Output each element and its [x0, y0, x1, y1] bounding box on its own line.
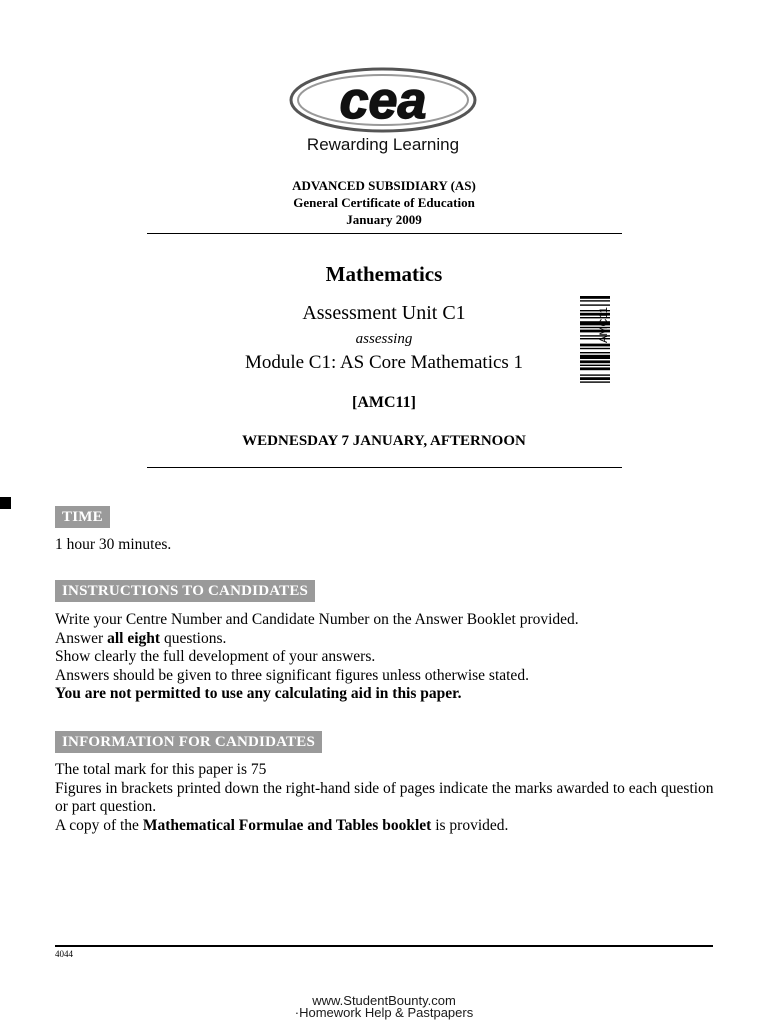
- barcode-bar: [580, 355, 610, 359]
- barcode-bar: [580, 365, 610, 366]
- information-text: is provided.: [431, 816, 509, 834]
- page-marker: [0, 497, 11, 509]
- instruction-line: Write your Centre Number and Candidate Number on the Answer Booklet provided.: [55, 611, 579, 628]
- information-line: The total mark for this paper is 75: [55, 761, 267, 778]
- barcode-bar: [580, 377, 610, 380]
- time-text: 1 hour 30 minutes.: [55, 536, 172, 553]
- instruction-text: questions.: [160, 629, 227, 647]
- instructions-block: [55, 611, 725, 704]
- instruction-text: Answer: [55, 629, 108, 647]
- instruction-line: Show clearly the full development of your answers.: [55, 648, 376, 665]
- assessing-label: assessing: [355, 331, 413, 347]
- barcode-bar: [580, 367, 610, 370]
- paper-code: [AMC11]: [352, 394, 416, 411]
- logo-tagline: Rewarding Learning: [306, 135, 460, 154]
- footer-divider: [55, 945, 713, 947]
- instruction-emphasis: all eight: [107, 629, 161, 647]
- information-heading: INFORMATION FOR CANDIDATES: [55, 731, 322, 753]
- exam-session: WEDNESDAY 7 JANUARY, AFTERNOON: [242, 433, 526, 449]
- information-line: [55, 817, 720, 836]
- barcode-bar: [580, 360, 610, 363]
- information-line: Figures in brackets printed down the right-hand side of pages indicate the marks awarded to each question or part question.: [55, 779, 714, 815]
- instruction-line: Answers should be given to three significant figures unless otherwise stated.: [55, 666, 529, 684]
- instruction-line: [55, 630, 725, 649]
- instructions-heading: INSTRUCTIONS TO CANDIDATES: [55, 580, 315, 602]
- time-heading: TIME: [55, 506, 110, 528]
- details-divider: [147, 467, 622, 468]
- information-block: [55, 761, 720, 835]
- certificate-name: General Certificate of Education: [293, 195, 475, 210]
- qualification-level: ADVANCED SUBSIDIARY (AS): [292, 178, 476, 193]
- watermark-url[interactable]: www.StudentBounty.com: [312, 993, 456, 1008]
- subject-title: Mathematics: [325, 262, 443, 286]
- footer-code: 4044: [55, 949, 73, 959]
- logo-wordmark: cea: [339, 72, 427, 130]
- barcode-bar: [580, 374, 610, 375]
- instruction-line-bold: You are not permitted to use any calculating aid in this paper.: [55, 685, 462, 702]
- barcode-bar: [580, 381, 610, 382]
- barcode-label: AMC11: [598, 307, 610, 343]
- header-divider: [147, 233, 622, 234]
- information-emphasis: Mathematical Formulae and Tables booklet: [142, 816, 432, 834]
- watermark-tagline: ·Homework Help & Pastpapers: [294, 1005, 474, 1020]
- exam-date: January 2009: [346, 212, 422, 227]
- module-title: Module C1: AS Core Mathematics 1: [244, 352, 524, 373]
- information-text: A copy of the: [55, 816, 143, 834]
- assessment-unit: Assessment Unit C1: [302, 302, 466, 324]
